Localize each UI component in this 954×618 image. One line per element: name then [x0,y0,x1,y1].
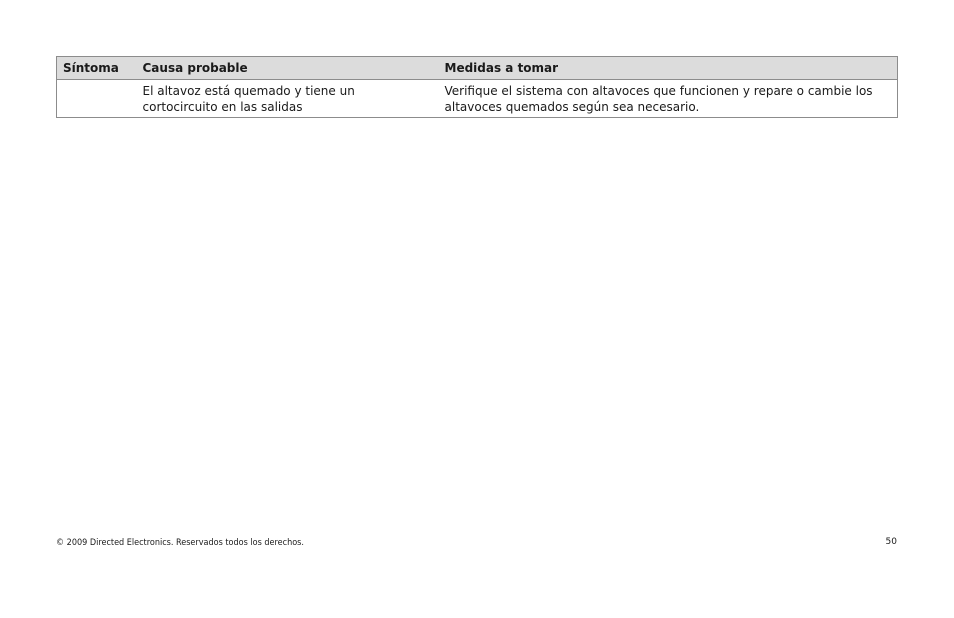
cell-symptom [57,80,137,118]
table-row [57,80,898,118]
column-header-action: Medidas a tomar [439,57,898,80]
cell-action: Verifique el sistema con altavoces que funcionen y repare o cambie los altavoces quemados según sea necesario. [439,80,898,118]
column-header-cause: Causa probable [137,57,439,80]
cell-cause: El altavoz está quemado y tiene un cortocircuito en las salidas [137,80,439,118]
table-header-row [57,57,898,80]
troubleshooting-table-container [56,56,897,118]
page-number: 50 [885,537,897,547]
footer-copyright: © 2009 Directed Electronics. Reservados todos los derechos. [56,538,304,548]
column-header-symptom: Síntoma [57,57,137,80]
troubleshooting-table [56,56,898,118]
